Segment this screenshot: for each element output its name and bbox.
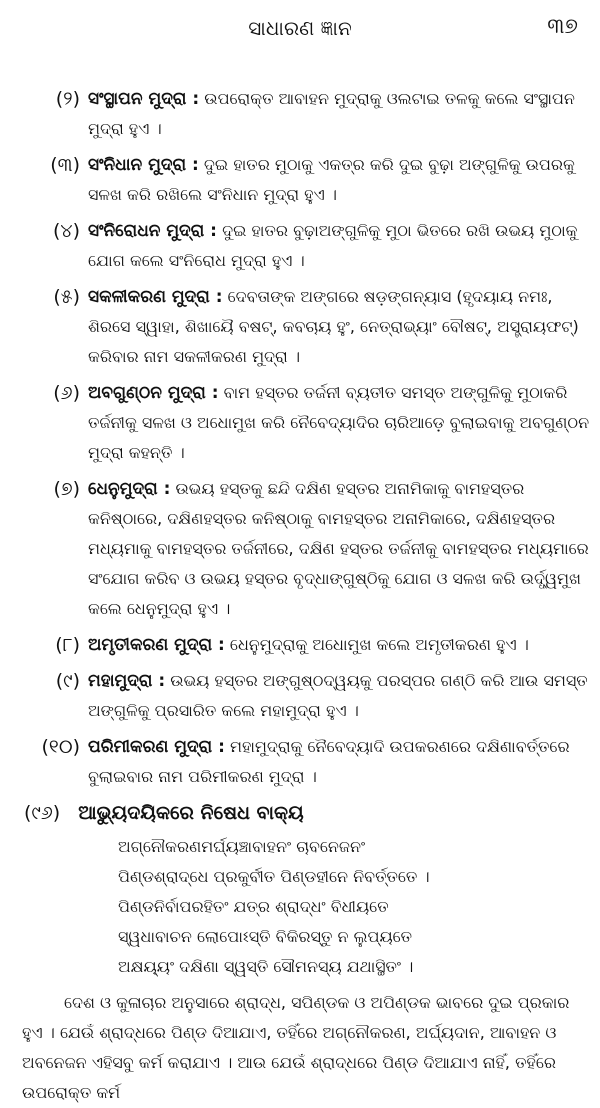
list-item-2	[0, 84, 600, 144]
page-body	[0, 84, 600, 1108]
item-number: (୩)	[50, 154, 80, 176]
item-content	[80, 474, 600, 624]
item-title: ପରିମୀକରଣ ମୁଦ୍ରା :	[88, 737, 225, 757]
item-number: (୪)	[52, 220, 80, 242]
verse-line: ପିଣ୍ଡନିର୍ବାପରହିତଂ ଯତ୍ର ଶ୍ରାଦ୍ଧଂ ବିଧୀୟତେ	[118, 897, 389, 916]
list-item-9	[0, 666, 600, 726]
list-item-4	[0, 216, 600, 276]
list-item-8	[0, 630, 600, 660]
item-text: ବାମ ହସ୍ତର ତର୍ଜନୀ ବ୍ୟତୀତ ସମସ୍ତ ଅଙ୍ଗୁଳିକୁ ମୁଠାକରି ତର୍ଜନୀକୁ ସଳଖ ଓ ଅଧୋମୁଖ କରି ନୈବେଦ୍ୟାଦିର ଚାରିଆଡ଼େ ବୁଲାଇବାକୁ ଅବଗୁଣ୍ଠନ ମୁଦ୍ରା କହନ୍ତି ।	[88, 383, 590, 462]
item-content	[80, 216, 600, 276]
verse-line: ଅକ୍ଷୟ୍ୟଂ ଦକ୍ଷିଣା ସ୍ୱସ୍ତି ସୌମନସ୍ୟ ଯଥାସ୍ଥିତଂ ।	[118, 957, 414, 976]
item-content	[80, 282, 600, 372]
item-text: ଉଭୟ ହସ୍ତକୁ ଛନ୍ଦି ଦକ୍ଷିଣ ହସ୍ତର ଅନାମିକାକୁ ବାମହସ୍ତର କନିଷ୍ଠାରେ, ଦକ୍ଷିଣହସ୍ତର କନିଷ୍ଠାକୁ ବାମହସ୍ତର ଅନାମିକାରେ, ଦକ୍ଷିଣହସ୍ତର ମଧ୍ୟମାକୁ ବାମହସ୍ତର ତର୍ଜନୀରେ, ଦକ୍ଷିଣ ହସ୍ତର ତର୍ଜନୀକୁ ବାମହସ୍ତର ମଧ୍ୟମାରେ ସଂଯୋଗ କରିବ ଓ ଉଭୟ ହସ୍ତର ବୃଦ୍ଧାଙ୍ଗୁଷ୍ଠିକୁ ଯୋଗ ଓ ସଳଖ କରି ଉର୍ଦ୍ଧ୍ୱମୁଖ କଲେ ଧେନୁମୁଦ୍ରା ହୁଏ ।	[88, 479, 589, 618]
running-title: ସାଧାରଣ ଜ୍ଞାନ	[248, 16, 352, 40]
item-number: (୯)	[55, 670, 80, 692]
list-item-3	[0, 150, 600, 210]
item-title: ଅମୃତୀକରଣ ମୁଦ୍ରା :	[88, 635, 225, 655]
item-text: ଦୁଇ ହାତର ବୁଢ଼ାଅଙ୍ଗୁଳିକୁ ମୁଠା ଭିତରେ ରଖି ଉଭୟ ମୁଠାକୁ ଯୋଗ କଲେ ସଂନିରୋଧ ମୁଦ୍ରା ହୁଏ ।	[88, 221, 578, 270]
item-content	[80, 732, 600, 792]
item-number: (୬)	[53, 382, 80, 404]
item-content	[80, 630, 600, 660]
item-title: ସଂନିଧାନ ମୁଦ୍ରା :	[88, 155, 199, 175]
item-number: (୨)	[55, 88, 80, 110]
item-title: ଅବଗୁଣ୍ଠନ ମୁଦ୍ରା :	[88, 383, 219, 403]
sanskrit-verse	[0, 832, 600, 982]
item-number: (୫)	[53, 286, 80, 308]
item-title: ଧେନୁମୁଦ୍ରା :	[88, 479, 171, 499]
verse-line: ଅଗ୍ନୌକରଣମର୍ଘ୍ୟଞ୍ଚାବାହନଂ ଚାବନେଜନଂ	[118, 837, 366, 856]
item-text: ଦେବତାଙ୍କ ଅଙ୍ଗରେ ଷଡ଼ଙ୍ଗନ୍ୟାସ (ହୃଦୟାୟ ନମଃ, ଶିରସେ ସ୍ୱାହା, ଶିଖାୟୈ ବଷଟ୍, କବଚାୟ ହୁଂ, ନେତ୍ରାଭ୍ୟାଂ ବୌଷଟ୍, ଅସ୍ତ୍ରାୟଫଟ୍) କରିବାର ନାମ ସକଳୀକରଣ ମୁଦ୍ରା ।	[88, 287, 579, 366]
list-item-6	[0, 378, 600, 468]
item-text: ମହାମୁଦ୍ରାକୁ ନୈବେଦ୍ୟାଦି ଉପକରଣରେ ଦକ୍ଷିଣାବର୍ତ୍ତରେ ବୁଲାଇବାର ନାମ ପରିମୀକରଣ ମୁଦ୍ରା ।	[88, 737, 570, 786]
item-content	[80, 84, 600, 144]
item-text: ଦୁଇ ହାତର ମୁଠାକୁ ଏକତ୍ର କରି ଦୁଇ ବୁଢ଼ା ଅଙ୍ଗୁଳିକୁ ଉପରକୁ ସଳଖ କରି ରଖିଲେ ସଂନିଧାନ ମୁଦ୍ରା ହୁଏ ।	[88, 155, 575, 204]
list-item-10	[0, 732, 600, 792]
item-title: ମହାମୁଦ୍ରା :	[88, 671, 166, 691]
list-item-7	[0, 474, 600, 624]
item-number: (୮)	[55, 634, 80, 656]
page-number: ୩୭	[547, 14, 578, 39]
verse-line: ପିଣ୍ଡଶ୍ରାଦ୍ଧେ ପ୍ରକୁର୍ବୀତ ପିଣ୍ଡହୀନେ ନିବର୍ତ୍ତତେ ।	[118, 867, 430, 886]
item-text: ଉପରୋକ୍ତ ଆବାହନ ମୁଦ୍ରାକୁ ଓଲଟାଇ ତଳକୁ କଲେ ସଂସ୍ଥାପନ ମୁଦ୍ରା ହୁଏ ।	[88, 89, 575, 138]
item-title: ସକଳୀକରଣ ମୁଦ୍ରା :	[88, 287, 223, 307]
page-header	[0, 10, 600, 54]
section-title: ଆଭ୍ୟୁଦୟିକରେ ନିଷେଧ ବାକ୍ୟ	[78, 802, 304, 824]
item-title: ସଂସ୍ଥାପନ ମୁଦ୍ରା :	[88, 89, 200, 109]
body-paragraph: ଦେଶ ଓ କୁଳାଚାର ଅନୁସାରେ ଶ୍ରାଦ୍ଧ, ସପିଣ୍ଡକ ଓ ଅପିଣ୍ଡକ ଭାବରେ ଦୁଇ ପ୍ରକାର ହୁଏ । ଯେଉଁ ଶ୍ରାଦ୍ଧରେ ପିଣ୍ଡ ଦିଆଯାଏ, ତହିଁରେ ଅଗ୍ନୌକରଣ, ଅର୍ଘ୍ୟଦାନ, ଆବାହନ ଓ ଅବନେଜନ ଏହିସବୁ କର୍ମ କରାଯାଏ । ଆଉ ଯେଉଁ ଶ୍ରାଦ୍ଧରେ ପିଣ୍ଡ ଦିଆଯାଏ ନାହିଁ, ତହିଁରେ ଉପରୋକ୍ତ କର୍ମ	[22, 993, 570, 1102]
item-content	[80, 378, 600, 468]
section-heading	[0, 798, 600, 828]
item-text: ଉଭୟ ହସ୍ତର ଅଙ୍ଗୁଷ୍ଠଦ୍ୱୟକୁ ପରସ୍ପର ଗଣ୍ଠି କରି ଆଉ ସମସ୍ତ ଅଙ୍ଗୁଳିକୁ ପ୍ରସାରିତ କଲେ ମହାମୁଦ୍ରା ହୁଏ ।	[88, 671, 588, 720]
item-number: (୧୦)	[41, 736, 80, 758]
section-number: (୯୬)	[24, 802, 61, 824]
item-number: (୭)	[53, 478, 80, 500]
item-content	[80, 666, 600, 726]
list-item-5	[0, 282, 600, 372]
verse-line: ସ୍ୱଧାବାଚନ ଲୋପୋଽସ୍ତି ବିକିରସ୍ତୁ ନ ଲୁପ୍ୟତେ	[118, 927, 413, 946]
item-content	[80, 150, 600, 210]
item-title: ସଂନିରୋଧନ ମୁଦ୍ରା :	[88, 221, 217, 241]
item-text: ଧେନୁମୁଦ୍ରାକୁ ଅଧୋମୁଖ କଲେ ଅମୃତୀକରଣ ହୁଏ ।	[229, 635, 529, 654]
